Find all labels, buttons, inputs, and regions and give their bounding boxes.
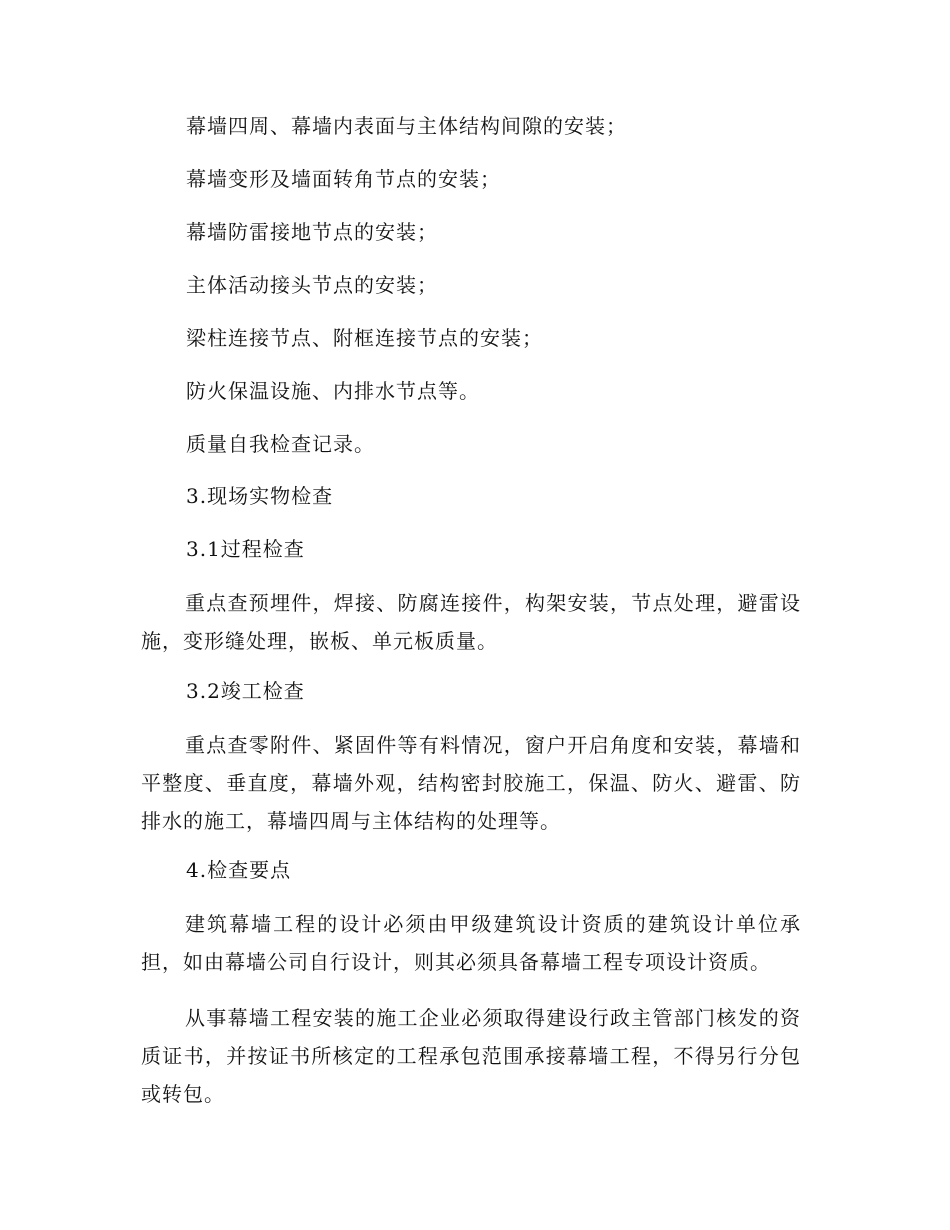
list-item-lightning-grounding: 幕墙防雷接地节点的安装； — [186, 220, 438, 244]
subsection-heading-process-inspection: 3.1过程检查 — [186, 537, 305, 561]
section-heading-key-points: 4.检查要点 — [186, 858, 292, 882]
list-item-deformation-corner: 幕墙变形及墙面转角节点的安装； — [186, 167, 501, 191]
list-item-fire-insulation: 防火保温设施、内排水节点等。 — [186, 379, 480, 403]
paragraph-construction-qualification: 从事幕墙工程安装的施工企业必须取得建设行政主管部门核发的资质证书，并按证书所核定的工程承包范围承接幕墙工程，不得另行分包或转包。 — [141, 1006, 801, 1106]
list-item-perimeter-gap: 幕墙四周、幕墙内表面与主体结构间隙的安装； — [186, 114, 627, 138]
paragraph-design-qualification: 建筑幕墙工程的设计必须由甲级建筑设计资质的建筑设计单位承担，如由幕墙公司自行设计，则其必须具备幕墙工程专项设计资质。 — [141, 912, 801, 974]
paragraph-process-inspection: 重点查预埋件，焊接、防腐连接件，构架安装，节点处理，避雷设施，变形缝处理，嵌板、单元板质量。 — [141, 591, 801, 653]
paragraph-completion-inspection: 重点查零附件、紧固件等有料情况，窗户开启角度和安装，幕墙和平整度、垂直度，幕墙外观，结构密封胶施工，保温、防火、避雷、防排水的施工，幕墙四周与主体结构的处理等。 — [141, 733, 801, 833]
list-item-movable-joint: 主体活动接头节点的安装； — [186, 273, 438, 297]
list-item-self-inspection: 质量自我检查记录。 — [186, 432, 375, 456]
list-item-beam-column-joint: 梁柱连接节点、附框连接节点的安装； — [186, 326, 543, 350]
subsection-heading-completion-inspection: 3.2竣工检查 — [186, 679, 305, 703]
section-heading-onsite-inspection: 3.现场实物检查 — [186, 484, 334, 508]
